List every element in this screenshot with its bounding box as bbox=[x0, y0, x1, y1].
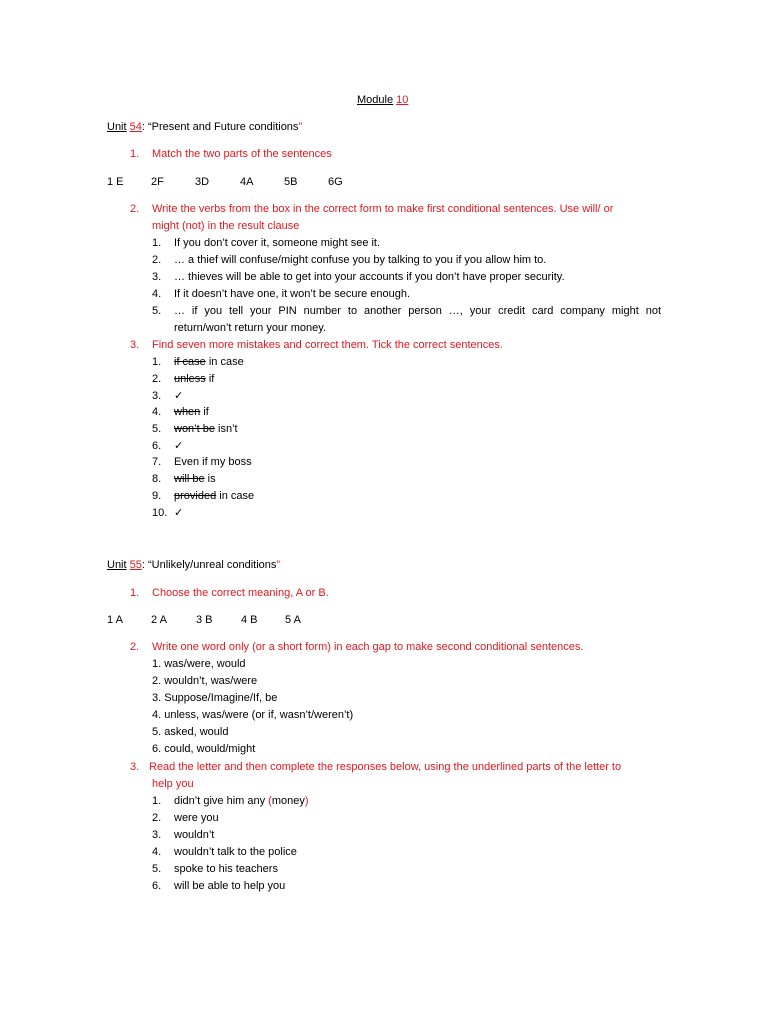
list-item-number: 8. bbox=[152, 473, 162, 485]
unit-55-quote-open: “ bbox=[148, 559, 152, 571]
check-mark-icon: ✓ bbox=[174, 440, 184, 452]
list-item: … thieves will be able to get into your accounts if you don’t have proper security. bbox=[174, 271, 565, 283]
unit-54-title: Present and Future conditions bbox=[151, 121, 299, 133]
list-item bbox=[174, 489, 254, 503]
check-mark-icon: ✓ bbox=[174, 507, 184, 519]
u54-ex1-instruction: Match the two parts of the sentences bbox=[152, 148, 332, 160]
list-item-number: 1. bbox=[152, 795, 162, 807]
unit-54-label: Unit bbox=[107, 121, 127, 133]
u54-ex2-number: 2. bbox=[130, 203, 140, 215]
list-item: wouldn’t talk to the police bbox=[174, 846, 297, 858]
u55-ex1-answer: 2 A bbox=[151, 614, 167, 626]
struck-word: will be bbox=[174, 473, 205, 485]
list-item: 3. Suppose/Imagine/If, be bbox=[152, 692, 278, 704]
u54-ex1-answer: 1 E bbox=[107, 176, 124, 188]
u54-ex1-answer: 6G bbox=[328, 176, 343, 188]
list-item-number: 3. bbox=[152, 390, 162, 402]
list-item-number: 7. bbox=[152, 456, 162, 468]
u55-ex3-instruction-line2: help you bbox=[152, 778, 194, 790]
check-mark-icon: ✓ bbox=[174, 390, 184, 402]
list-item-number: 6. bbox=[152, 880, 162, 892]
list-item: If it doesn’t have one, it won’t be secure enough. bbox=[174, 288, 411, 300]
list-item bbox=[174, 455, 252, 469]
response-paren-close: ) bbox=[304, 795, 309, 807]
unit-54-quote-close: ” bbox=[298, 121, 303, 133]
module-number: 10 bbox=[396, 94, 409, 106]
list-item-number: 4. bbox=[152, 406, 162, 418]
u54-ex1-number: 1. bbox=[130, 148, 140, 160]
u55-ex3-instruction-line1: Read the letter and then complete the responses below, using the underlined parts of the letter to bbox=[149, 761, 622, 773]
u55-ex2-number: 2. bbox=[130, 641, 140, 653]
response-text: didn’t give him any bbox=[174, 795, 269, 807]
list-item: 6. could, would/might bbox=[152, 743, 256, 755]
unit-55-heading bbox=[107, 558, 280, 572]
list-item-continuation: return/won’t return your money. bbox=[174, 322, 327, 334]
unit-55-label: Unit bbox=[107, 559, 127, 571]
list-item bbox=[174, 794, 309, 808]
list-item-number: 6. bbox=[152, 440, 162, 452]
u54-ex1-answer: 4A bbox=[240, 176, 254, 188]
u54-ex2-instruction-line1: Write the verbs from the box in the correct form to make first conditional sentences. Use will/ or bbox=[152, 203, 614, 215]
u54-ex1-answer: 3D bbox=[195, 176, 210, 188]
list-item bbox=[174, 422, 238, 436]
list-item: 5. asked, would bbox=[152, 726, 229, 738]
list-item: will be able to help you bbox=[174, 880, 286, 892]
module-heading bbox=[357, 93, 408, 107]
u55-ex1-answer: 5 A bbox=[285, 614, 301, 626]
list-item bbox=[174, 506, 183, 520]
unit-54-quote-open: “ bbox=[148, 121, 152, 133]
struck-word: won’t be bbox=[174, 423, 215, 435]
unit-55-number: 55 bbox=[129, 559, 142, 571]
list-item-number: 4. bbox=[152, 846, 162, 858]
u55-ex3-number: 3. bbox=[130, 761, 140, 773]
u55-ex1-number: 1. bbox=[130, 587, 140, 599]
list-item-number: 3. bbox=[152, 271, 162, 283]
list-item: wouldn’t bbox=[174, 829, 215, 841]
list-item-number: 2. bbox=[152, 373, 162, 385]
struck-word: if case bbox=[174, 356, 206, 368]
list-item: … a thief will confuse/might confuse you by talking to you if you allow him to. bbox=[174, 254, 547, 266]
list-item bbox=[174, 355, 244, 369]
unit-54-separator: : bbox=[141, 121, 148, 133]
unit-55-quote-close: ” bbox=[276, 559, 281, 571]
response-paren-open: ( bbox=[268, 795, 272, 807]
u54-ex3-instruction: Find seven more mistakes and correct them. Tick the correct sentences. bbox=[152, 339, 503, 351]
u54-ex1-answer: 2F bbox=[151, 176, 164, 188]
response-extra: money bbox=[271, 795, 305, 807]
correction: isn’t bbox=[214, 423, 238, 435]
u55-ex1-instruction: Choose the correct meaning, A or B. bbox=[152, 587, 329, 599]
unit-55-title: Unlikely/unreal conditions bbox=[151, 559, 277, 571]
list-item bbox=[174, 472, 216, 486]
list-item-number: 5. bbox=[152, 863, 162, 875]
list-item bbox=[174, 439, 183, 453]
unit-54-heading bbox=[107, 120, 302, 134]
list-item-number: 10. bbox=[152, 507, 168, 519]
list-item-number: 9. bbox=[152, 490, 162, 502]
struck-word: provided bbox=[174, 490, 217, 502]
unit-55-separator: : bbox=[141, 559, 148, 571]
list-item-number: 1. bbox=[152, 356, 162, 368]
correction: in case bbox=[205, 356, 244, 368]
list-item-number: 1. bbox=[152, 237, 162, 249]
list-item bbox=[174, 405, 209, 419]
u54-ex1-answer: 5B bbox=[284, 176, 298, 188]
list-item-number: 2. bbox=[152, 254, 162, 266]
list-item: were you bbox=[174, 812, 219, 824]
struck-word: when bbox=[174, 406, 201, 418]
unit-54-number: 54 bbox=[129, 121, 142, 133]
list-item: … if you tell your PIN number to another person …, your credit card company might not bbox=[174, 305, 661, 317]
correction: Even if my boss bbox=[174, 456, 252, 468]
u55-ex1-answer: 1 A bbox=[107, 614, 123, 626]
module-label: Module bbox=[357, 94, 394, 106]
u55-ex1-answer: 4 B bbox=[241, 614, 258, 626]
list-item-number: 5. bbox=[152, 423, 162, 435]
list-item-number: 4. bbox=[152, 288, 162, 300]
list-item-number: 2. bbox=[152, 812, 162, 824]
correction: is bbox=[204, 473, 216, 485]
list-item-number: 3. bbox=[152, 829, 162, 841]
correction: if bbox=[200, 406, 209, 418]
struck-word: unless bbox=[174, 373, 206, 385]
u55-ex1-answer: 3 B bbox=[196, 614, 213, 626]
list-item: 1. was/were, would bbox=[152, 658, 246, 670]
correction: if bbox=[205, 373, 215, 385]
u54-ex3-number: 3. bbox=[130, 339, 140, 351]
list-item-number: 5. bbox=[152, 305, 162, 317]
list-item: If you don’t cover it, someone might see it. bbox=[174, 237, 381, 249]
list-item bbox=[174, 389, 183, 403]
u55-ex2-instruction: Write one word only (or a short form) in each gap to make second conditional sentences. bbox=[152, 641, 584, 653]
list-item: 2. wouldn’t, was/were bbox=[152, 675, 258, 687]
u54-ex2-instruction-line2: might (not) in the result clause bbox=[152, 220, 300, 232]
list-item bbox=[174, 372, 214, 386]
list-item: 4. unless, was/were (or if, wasn’t/weren’t) bbox=[152, 709, 354, 721]
list-item: spoke to his teachers bbox=[174, 863, 278, 875]
correction: in case bbox=[216, 490, 255, 502]
